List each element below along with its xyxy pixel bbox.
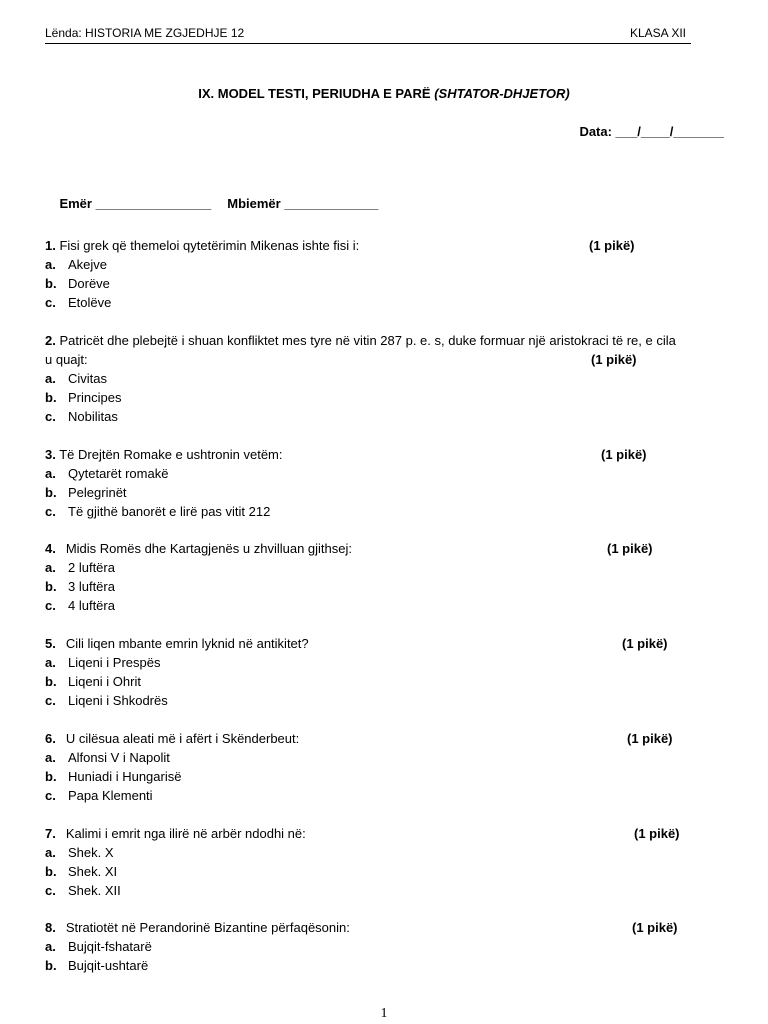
option-b: [45, 577, 725, 596]
option-letter: a.: [45, 371, 56, 386]
question-4: [45, 539, 725, 615]
option-letter: a.: [45, 466, 56, 481]
question-points: (1 pikë): [591, 352, 637, 367]
option-text: Shek. X: [68, 845, 114, 860]
page-header: [45, 25, 691, 44]
question-points: (1 pikë): [634, 826, 680, 841]
option-letter: c.: [45, 295, 56, 310]
question-points: (1 pikë): [622, 636, 668, 651]
option-text: Shek. XII: [68, 883, 121, 898]
option-a: [45, 255, 725, 274]
question-number: 7.: [45, 826, 56, 841]
option-b: [45, 388, 725, 407]
option-c: [45, 407, 725, 426]
option-b: [45, 274, 725, 293]
option-text: Huniadi i Hungarisë: [68, 769, 182, 784]
question-points: (1 pikë): [627, 731, 673, 746]
option-b: [45, 767, 725, 786]
option-b: [45, 672, 725, 691]
option-text: Liqeni i Shkodrës: [68, 693, 168, 708]
option-letter: a.: [45, 560, 56, 575]
option-c: [45, 502, 725, 521]
option-letter: a.: [45, 257, 56, 272]
option-text: 3 luftëra: [68, 579, 115, 594]
option-text: Bujqit-ushtarë: [68, 958, 149, 973]
surname-field: Mbiemër _____________: [227, 196, 379, 211]
option-text: Alfonsi V i Napolit: [68, 750, 170, 765]
option-a: [45, 748, 725, 767]
option-c: [45, 881, 725, 900]
question-3: [45, 445, 725, 521]
option-c: [45, 596, 725, 615]
option-a: [45, 843, 725, 862]
option-letter: c.: [45, 883, 56, 898]
option-letter: b.: [45, 485, 57, 500]
question-1: [45, 236, 725, 312]
question-number: 1.: [45, 238, 56, 253]
question-text: U cilësua aleati më i afërt i Skënderbeut:: [65, 731, 300, 746]
option-text: Papa Klementi: [68, 788, 153, 803]
option-letter: b.: [45, 769, 57, 784]
question-number: 4.: [45, 541, 56, 556]
option-letter: b.: [45, 276, 57, 291]
question-7: [45, 824, 725, 900]
question-number: 6.: [45, 731, 56, 746]
date-field: Data: ___/____/_______: [579, 124, 724, 139]
page-number: 1: [380, 1006, 388, 1021]
question-number: 2.: [45, 333, 56, 348]
option-letter: c.: [45, 504, 56, 519]
question-text: Patricët dhe plebejtë i shuan konfliktet mes tyre në vitin 287 p. e. s, duke formuar një aristokraci të re, e cila: [55, 333, 676, 348]
question-points: (1 pikë): [601, 447, 647, 462]
question-text: Midis Romës dhe Kartagjenës u zhvilluan gjithsej:: [65, 541, 352, 556]
option-b: [45, 483, 725, 502]
question-5: [45, 634, 725, 710]
question-number: 8.: [45, 920, 56, 935]
question-8: [45, 918, 725, 975]
test-title-period: (SHTATOR-DHJETOR): [434, 86, 570, 101]
name-field: Emër ________________: [59, 196, 212, 211]
option-letter: c.: [45, 598, 56, 613]
question-text: Fisi grek që themeloi qytetërimin Mikenas ishte fisi i:: [55, 238, 360, 253]
option-a: [45, 937, 725, 956]
option-text: Bujqit-fshatarë: [68, 939, 152, 954]
question-text: Kalimi i emrit nga ilirë në arbër ndodhi në:: [65, 826, 306, 841]
option-c: [45, 293, 725, 312]
option-text: Shek. XI: [68, 864, 118, 879]
question-points: (1 pikë): [589, 238, 635, 253]
option-a: [45, 464, 725, 483]
option-c: [45, 786, 725, 805]
option-letter: a.: [45, 939, 56, 954]
subject-label: Lënda: HISTORIA ME ZGJEDHJE 12: [45, 26, 245, 40]
option-text: Pelegrinët: [68, 485, 127, 500]
student-name-row: [45, 181, 378, 226]
question-points: (1 pikë): [607, 541, 653, 556]
option-text: Të gjithë banorët e lirë pas vitit 212: [68, 504, 271, 519]
option-letter: b.: [45, 958, 57, 973]
question-points: (1 pikë): [632, 920, 678, 935]
option-text: Civitas: [68, 371, 108, 386]
option-text: 2 luftëra: [68, 560, 115, 575]
question-text: Stratiotët në Perandorinë Bizantine përfaqësonin:: [65, 920, 350, 935]
question-6: [45, 729, 725, 805]
option-text: Etolëve: [68, 295, 112, 310]
option-a: [45, 558, 725, 577]
question-text-continued: u quajt:: [45, 352, 88, 367]
option-b: [45, 956, 725, 975]
test-title: [0, 86, 768, 101]
option-c: [45, 691, 725, 710]
option-letter: b.: [45, 864, 57, 879]
option-text: Principes: [68, 390, 122, 405]
question-text: Të Drejtën Romake e ushtronin vetëm:: [55, 447, 283, 462]
option-text: Nobilitas: [68, 409, 118, 424]
option-letter: a.: [45, 845, 56, 860]
class-label: KLASA XII: [629, 26, 686, 40]
option-letter: a.: [45, 655, 56, 670]
option-text: Liqeni i Prespës: [68, 655, 161, 670]
test-title-main: IX. MODEL TESTI, PERIUDHA E PARË: [198, 86, 435, 101]
option-letter: b.: [45, 674, 57, 689]
option-a: [45, 653, 725, 672]
option-text: Dorëve: [68, 276, 110, 291]
question-text: Cili liqen mbante emrin lyknid në antikitet?: [65, 636, 309, 651]
option-text: 4 luftëra: [68, 598, 115, 613]
option-b: [45, 862, 725, 881]
option-text: Liqeni i Ohrit: [68, 674, 141, 689]
option-a: [45, 369, 725, 388]
question-number: 5.: [45, 636, 56, 651]
question-number: 3.: [45, 447, 56, 462]
option-letter: a.: [45, 750, 56, 765]
question-2: [45, 331, 725, 426]
option-text: Qytetarët romakë: [68, 466, 169, 481]
option-letter: c.: [45, 693, 56, 708]
option-text: Akejve: [68, 257, 108, 272]
option-letter: b.: [45, 390, 57, 405]
option-letter: c.: [45, 788, 56, 803]
option-letter: b.: [45, 579, 57, 594]
option-letter: c.: [45, 409, 56, 424]
